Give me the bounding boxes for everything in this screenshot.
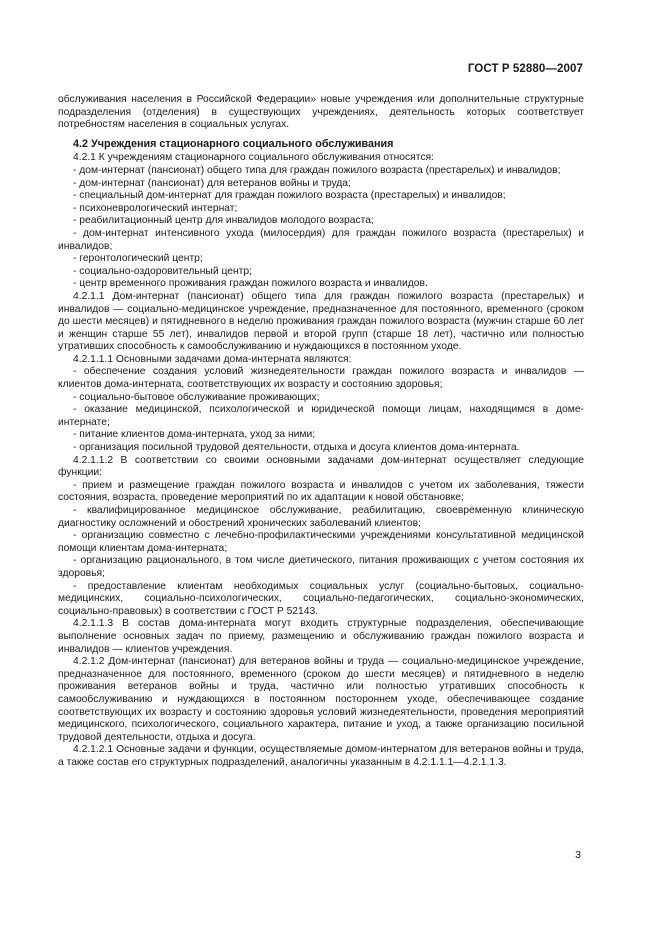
paragraph-continuation: обслуживания населения в Российской Федерации» новые учреждения или дополнительные структурные подразделения (отделения) в существующих учреждениях, деятельность которых соответствует потребностям населения в социальных услугах. xyxy=(58,94,584,131)
list-item: - дом-интернат (пансионат) для ветеранов войны и труда; xyxy=(73,177,351,189)
clause-4-2-1-2-1: 4.2.1.2.1 Основные задачи и функции, осуществляемые домом-интернатом для ветеранов войны и труда, а также состав его структурных подразделений, аналогичны указанным в 4.2.1.1.1—4.2.1.1.3. xyxy=(58,744,584,768)
page-number: 3 xyxy=(575,849,581,861)
list-item: - дом-интернат (пансионат) общего типа для граждан пожилого возраста (престарелых) и инвалидов; xyxy=(73,164,561,176)
list-item: - оказание медицинской, психологической и юридической помощи лицам, находящимся в доме-интернате; xyxy=(58,404,584,428)
list-item: - социально-бытовое обслуживание проживающих; xyxy=(73,391,320,403)
list-item: - психоневрологический интернат; xyxy=(73,202,238,214)
list-item: - прием и размещение граждан пожилого возраста и инвалидов с учетом их заболевания, тяжести состояния, возраста, проведение мероприятий по их адаптации к новой обстановке; xyxy=(58,479,584,504)
list-item: - предоставление клиентам необходимых социальных услуг (социально-бытовых, социально-медицинских, социально-психологических, социально-педагогических, социально-экономических, социально-правовых) в соответствии с ГОСТ Р 52143. xyxy=(58,580,584,617)
list-item: - питание клиентов дома-интерната, уход за ними; xyxy=(73,429,316,441)
list-item: - обеспечение создания условий жизнедеятельности граждан пожилого возраста и инвалидов — клиентов дома-интерната, соответствующих их возрасту и состоянию здоровья; xyxy=(58,366,584,391)
document-header: ГОСТ Р 52880—2007 xyxy=(467,63,583,75)
list-item: - специальный дом-интернат для граждан пожилого возраста (престарелых) и инвалидов; xyxy=(73,190,506,202)
clause-4-2-1-1-3: 4.2.1.1.3 В состав дома-интерната могут входить структурные подразделения, обеспечивающие выполнение основных задач по приему, размещению и обслуживанию граждан пожилого возраста и инвалидов — клиентов учреждения. xyxy=(58,618,584,655)
list-item: - геронтологический центр; xyxy=(73,253,203,265)
clause-4-2-1-1-1: 4.2.1.1.1 Основными задачами дома-интерната являются: xyxy=(73,353,352,365)
list-item: - организацию совместно с лечебно-профилактическими учреждениями консультативной медицинской помощи клиентам дома-интерната; xyxy=(58,530,584,554)
clause-4-2-1: 4.2.1 К учреждениям стационарного социального обслуживания относятся: xyxy=(73,152,434,164)
section-heading: 4.2 Учреждения стационарного социального обслуживания xyxy=(73,137,394,150)
list-item: - центр временного проживания граждан пожилого возраста и инвалидов. xyxy=(73,278,428,290)
list-item: - организация посильной трудовой деятельности, отдыха и досуга клиентов дома-интерната. xyxy=(73,442,520,454)
clause-4-2-1-2: 4.2.1.2 Дом-интернат (пансионат) для ветеранов войны и труда — социально-медицинское учреждение, предназначенное для постоянного, временного (сроком до шести месяцев) и пятидневного в неделю проживания ветеранов войны и труда, частично или полностью утративших способность к самообслуживанию и нуждающихся в постоянном постороннем уходе, обеспечивающее создание соответствующих их возрасту и состоянию здоровья условий жизнедеятельности, проведения мероприятий медицинского, психологического, социального характера, питание и уход, а также организацию посильной трудовой деятельности, отдыха и досуга. xyxy=(58,656,584,743)
document-body xyxy=(58,94,584,769)
list-item: - реабилитационный центр для инвалидов молодого возраста; xyxy=(73,215,374,227)
list-item: - квалифицированное медицинское обслуживание, реабилитацию, своевременную клиническую диагностику осложнений и обострений хронических заболеваний клиентов; xyxy=(58,505,584,529)
clause-4-2-1-1-2: 4.2.1.1.2 В соответствии со своими основными задачами дом-интернат осуществляет следующие функции: xyxy=(58,454,584,479)
clause-4-2-1-1: 4.2.1.1 Дом-интернат (пансионат) общего типа для граждан пожилого возраста (престарелых) и инвалидов — социально-медицинское учреждение, предназначенное для постоянного, временного (сроком до шести месяцев) и пятидневного в неделю проживания граждан пожилого возраста (мужчин старше 60 лет и женщин старше 55 лет), инвалидов первой и второй групп (старше 18 лет), частично или полностью утративших способность к самообслуживанию и нуждающихся в постоянном уходе. xyxy=(58,290,584,353)
list-item: - организацию рационального, в том числе диетического, питания проживающих с учетом состояния их здоровья; xyxy=(58,555,584,579)
list-item: - дом-интернат интенсивного ухода (милосердия) для граждан пожилого возраста (престарелых) и инвалидов; xyxy=(58,227,584,252)
list-item: - социально-оздоровительный центр; xyxy=(73,265,252,277)
